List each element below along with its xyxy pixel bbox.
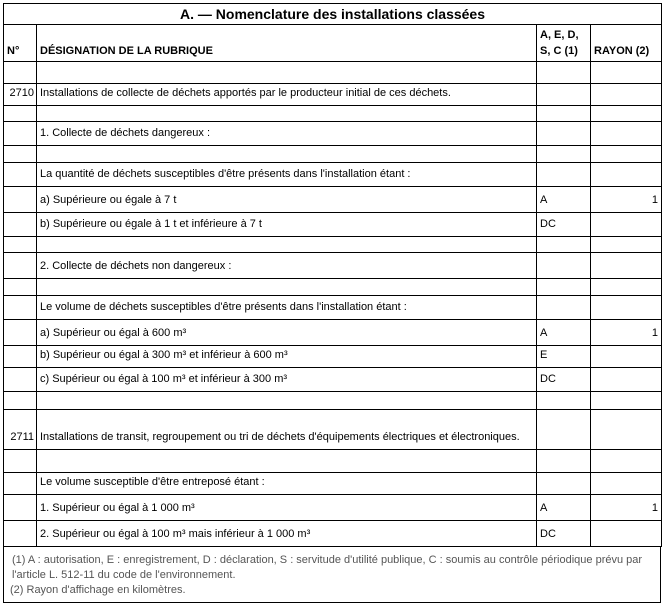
cell-designation: a) Supérieure ou égale à 7 t (37, 187, 537, 213)
cell-num (4, 237, 37, 253)
footnote-2: (2) Rayon d'affichage en kilomètres. (10, 584, 186, 596)
cell-rayon (591, 450, 662, 473)
cell-num (4, 296, 37, 320)
cell-rayon (591, 296, 662, 320)
nomenclature-table (3, 3, 662, 547)
cell-rayon (591, 253, 662, 279)
cell-num (4, 122, 37, 146)
cell-aeds: DC (537, 521, 591, 547)
cell-designation: La quantité de déchets susceptibles d'être présents dans l'installation étant : (37, 163, 537, 187)
cell-designation (37, 237, 537, 253)
header-designation: DÉSIGNATION DE LA RUBRIQUE (37, 25, 537, 62)
table-row (4, 521, 662, 547)
cell-designation: 1. Collecte de déchets dangereux : (37, 122, 537, 146)
cell-designation (37, 279, 537, 296)
cell-num (4, 450, 37, 473)
cell-designation (37, 106, 537, 122)
cell-designation: b) Supérieur ou égal à 300 m³ et inférieur à 600 m³ (37, 346, 537, 368)
cell-num (4, 106, 37, 122)
table-row (4, 450, 662, 473)
cell-rayon (591, 279, 662, 296)
footnote-1: (1) A : autorisation, E : enregistrement, D : déclaration, S : servitude d'utilité publique, C : soumis au contrôle périodique prévu par l'article L. 512-11 du code de l'environnement. (12, 554, 643, 581)
table-row (4, 237, 662, 253)
cell-num: 2711 (4, 410, 37, 450)
cell-num (4, 279, 37, 296)
cell-aeds (537, 163, 591, 187)
cell-aeds: DC (537, 213, 591, 237)
cell-num (4, 213, 37, 237)
cell-num (4, 163, 37, 187)
cell-rayon: 1 (591, 187, 662, 213)
cell-num (4, 187, 37, 213)
cell-aeds (537, 450, 591, 473)
table-row (4, 253, 662, 279)
footnotes (3, 547, 661, 603)
table-row (4, 279, 662, 296)
cell-designation (37, 392, 537, 410)
cell-aeds (537, 253, 591, 279)
table-row (4, 62, 662, 84)
cell-rayon (591, 346, 662, 368)
cell-aeds (537, 279, 591, 296)
cell-aeds: E (537, 346, 591, 368)
cell-num (4, 521, 37, 547)
cell-num (4, 368, 37, 392)
cell-rayon (591, 146, 662, 163)
cell-designation: Installations de collecte de déchets apportés par le producteur initial de ces déchets. (37, 84, 537, 106)
cell-aeds: A (537, 187, 591, 213)
cell-rayon (591, 84, 662, 106)
cell-num (4, 346, 37, 368)
table-row (4, 392, 662, 410)
table-row (4, 122, 662, 146)
cell-rayon (591, 410, 662, 450)
table-row (4, 410, 662, 450)
cell-aeds: A (537, 320, 591, 346)
nomenclature-document (3, 3, 661, 603)
cell-rayon (591, 473, 662, 495)
cell-num (4, 146, 37, 163)
cell-rayon (591, 106, 662, 122)
cell-aeds (537, 237, 591, 253)
table-row (4, 187, 662, 213)
cell-num (4, 473, 37, 495)
cell-designation: 2. Collecte de déchets non dangereux : (37, 253, 537, 279)
table-title: A. — Nomenclature des installations classées (4, 4, 662, 25)
cell-designation (37, 450, 537, 473)
cell-designation: Installations de transit, regroupement ou tri de déchets d'équipements électriques et électroniques. (37, 410, 537, 450)
table-row (4, 368, 662, 392)
cell-rayon (591, 213, 662, 237)
table-row (4, 146, 662, 163)
cell-rayon (591, 392, 662, 410)
cell-designation: 2. Supérieur ou égal à 100 m³ mais inférieur à 1 000 m³ (37, 521, 537, 547)
header-rayon: RAYON (2) (591, 25, 662, 62)
table-row (4, 495, 662, 521)
cell-aeds (537, 146, 591, 163)
table-row (4, 320, 662, 346)
cell-designation (37, 146, 537, 163)
cell-designation: b) Supérieure ou égale à 1 t et inférieure à 7 t (37, 213, 537, 237)
table-row (4, 473, 662, 495)
cell-aeds (537, 392, 591, 410)
cell-designation: 1. Supérieur ou égal à 1 000 m³ (37, 495, 537, 521)
cell-rayon (591, 368, 662, 392)
cell-aeds (537, 122, 591, 146)
cell-num (4, 320, 37, 346)
cell-aeds (537, 84, 591, 106)
table-row (4, 213, 662, 237)
cell-aeds (537, 62, 591, 84)
cell-designation: c) Supérieur ou égal à 100 m³ et inférieur à 300 m³ (37, 368, 537, 392)
table-row (4, 84, 662, 106)
cell-aeds (537, 106, 591, 122)
cell-num (4, 392, 37, 410)
cell-designation: Le volume susceptible d'être entreposé étant : (37, 473, 537, 495)
table-row (4, 296, 662, 320)
cell-rayon (591, 163, 662, 187)
header-num: N° (4, 25, 37, 62)
cell-num (4, 495, 37, 521)
cell-num: 2710 (4, 84, 37, 106)
cell-designation: Le volume de déchets susceptibles d'être présents dans l'installation étant : (37, 296, 537, 320)
header-aeds: A, E, D, S, C (1) (537, 25, 591, 62)
cell-aeds (537, 410, 591, 450)
cell-rayon (591, 521, 662, 547)
table-row (4, 163, 662, 187)
cell-rayon (591, 122, 662, 146)
cell-rayon (591, 62, 662, 84)
table-row (4, 346, 662, 368)
cell-designation: a) Supérieur ou égal à 600 m³ (37, 320, 537, 346)
cell-rayon (591, 237, 662, 253)
cell-rayon: 1 (591, 320, 662, 346)
cell-aeds (537, 296, 591, 320)
cell-designation (37, 62, 537, 84)
header-row (4, 25, 662, 62)
cell-aeds: DC (537, 368, 591, 392)
cell-aeds: A (537, 495, 591, 521)
cell-num (4, 62, 37, 84)
cell-rayon: 1 (591, 495, 662, 521)
cell-aeds (537, 473, 591, 495)
table-row (4, 106, 662, 122)
cell-num (4, 253, 37, 279)
